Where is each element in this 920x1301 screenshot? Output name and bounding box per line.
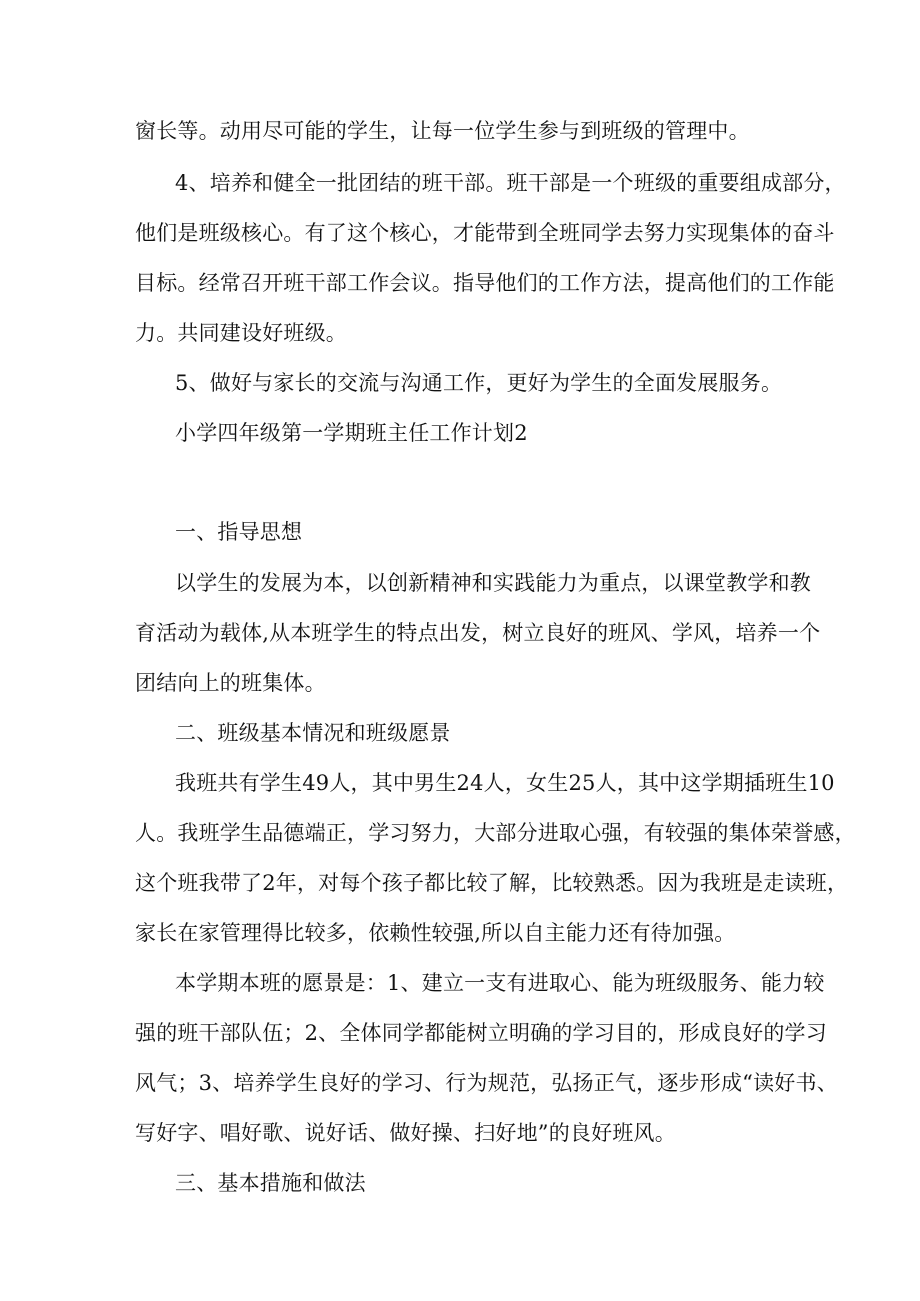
section-title: 小学四年级第一学期班主任工作计划2: [175, 421, 528, 445]
text-line-18: 强的班干部队伍；2、全体同学都能树立明确的学习目的，形成良好的学习: [135, 1021, 827, 1045]
text-line-19: 风气；3、培养学生良好的学习、行为规范，弘扬正气，逐步形成“读好书、: [135, 1071, 838, 1095]
text-line-2: 4、培养和健全一批团结的班干部。班干部是一个班级的重要组成部分，: [175, 171, 846, 195]
heading-guiding-thought: 一、指导思想: [175, 520, 303, 544]
heading-class-situation: 二、班级基本情况和班级愿景: [175, 721, 451, 745]
text-line-1: 窗长等。动用尽可能的学生，让每一位学生参与到班级的管理中。: [135, 119, 750, 143]
text-line-15: 这个班我带了2年，对每个孩子都比较了解，比较熟悉。因为我班是走读班，: [135, 871, 849, 895]
text-line-17: 本学期本班的愿景是：1、建立一支有进取心、能为班级服务、能力较: [175, 971, 825, 995]
text-line-13: 我班共有学生49人，其中男生24人，女生25人，其中这学期插班生10: [175, 771, 835, 795]
text-line-9: 以学生的发展为本，以创新精神和实践能力为重点，以课堂教学和教: [175, 571, 811, 595]
text-line-10: 育活动为载体,从本班学生的特点出发，树立良好的班风、学风，培养一个: [135, 621, 821, 645]
text-line-11: 团结向上的班集体。: [135, 671, 326, 695]
text-line-3: 他们是班级核心。有了这个核心，才能带到全班同学去努力实现集体的奋斗: [135, 221, 835, 245]
text-line-6: 5、做好与家长的交流与沟通工作，更好为学生的全面发展服务。: [175, 371, 783, 395]
heading-measures: 三、基本措施和做法: [175, 1171, 366, 1195]
text-line-16: 家长在家管理得比较多，依赖性较强,所以自主能力还有待加强。: [135, 921, 736, 945]
text-line-4: 目标。经常召开班干部工作会议。指导他们的工作方法，提高他们的工作能: [135, 271, 835, 295]
text-line-5: 力。共同建设好班级。: [135, 321, 347, 345]
text-line-20: 写好字、唱好歌、说好话、做好操、扫好地”的良好班风。: [135, 1121, 676, 1145]
text-line-14: 人。我班学生品德端正，学习努力，大部分进取心强，有较强的集体荣誉感，: [135, 821, 856, 845]
